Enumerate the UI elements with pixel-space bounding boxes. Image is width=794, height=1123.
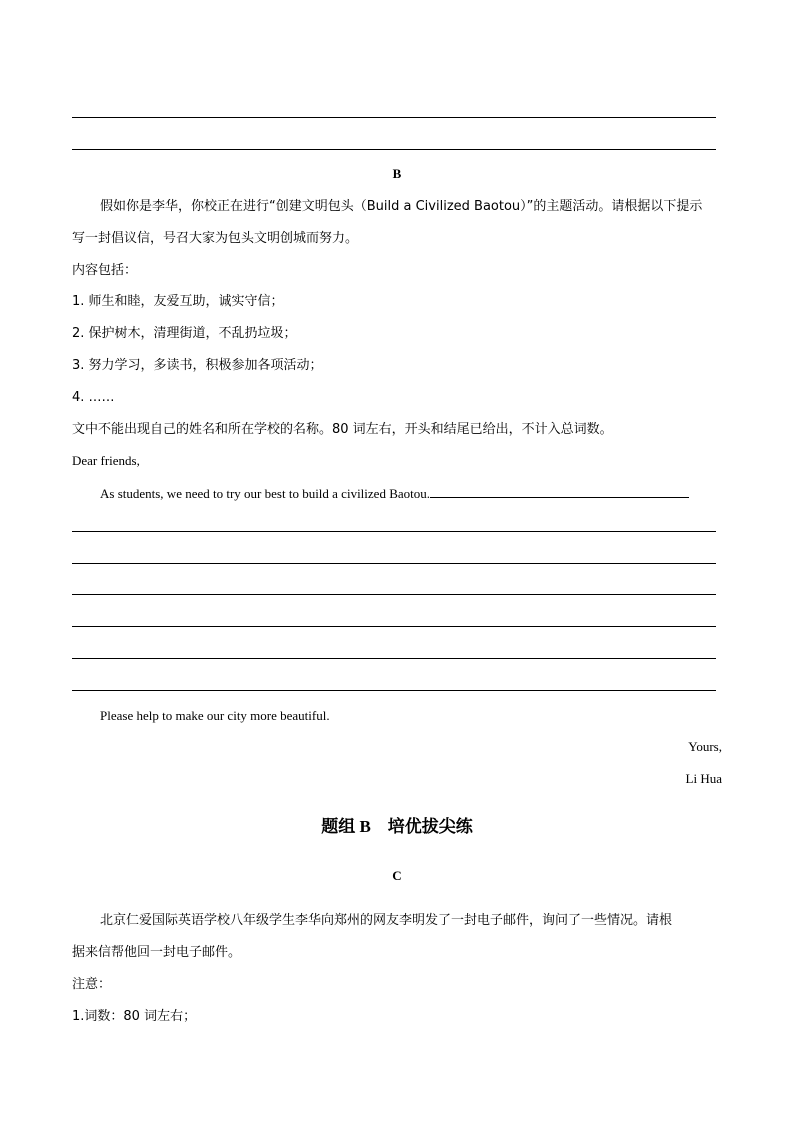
list-item: 2. 保护树木，清理街道，不乱扔垃圾； bbox=[72, 326, 297, 341]
answer-line bbox=[72, 117, 716, 118]
answer-line bbox=[72, 563, 716, 564]
answer-line bbox=[72, 690, 716, 691]
section-b-prompt-line1: 假如你是李华，你校正在进行“创建文明包头（Build a Civilized Baotou）”的主题活动。请根据以下提示 bbox=[100, 199, 703, 214]
notice-label: 注意： bbox=[72, 977, 112, 992]
list-item: 1. 师生和睦，友爱互助，诚实守信； bbox=[72, 294, 284, 309]
letter-signature: Li Hua bbox=[685, 771, 722, 786]
section-b-prompt-line2: 写一封倡议信，号召大家为包头文明创城而努力。 bbox=[72, 231, 359, 246]
answer-line bbox=[72, 626, 716, 627]
letter-opening-text: As students, we need to try our best to build a civilized Baotou. bbox=[100, 486, 430, 501]
letter-closing: Please help to make our city more beautiful. bbox=[100, 708, 330, 723]
section-c-letter: C bbox=[392, 868, 402, 883]
content-label: 内容包括： bbox=[72, 263, 138, 278]
section-c-prompt-line2: 据来信帮他回一封电子邮件。 bbox=[72, 945, 242, 960]
answer-line bbox=[72, 658, 716, 659]
writing-note: 文中不能出现自己的姓名和所在学校的名称。80 词左右，开头和结尾已给出，不计入总词数。 bbox=[72, 422, 613, 437]
answer-blank bbox=[430, 485, 689, 498]
letter-greeting: Dear friends, bbox=[72, 453, 140, 468]
answer-line bbox=[72, 531, 716, 532]
answer-line bbox=[72, 149, 716, 150]
letter-opening bbox=[100, 485, 689, 502]
letter-sign-off: Yours, bbox=[688, 739, 722, 754]
group-heading: 题组 B 培优拔尖练 bbox=[321, 817, 473, 836]
section-c-prompt-line1: 北京仁爱国际英语学校八年级学生李华向郑州的网友李明发了一封电子邮件，询问了一些情况。请根 bbox=[100, 913, 673, 928]
answer-line bbox=[72, 594, 716, 595]
list-item: 1.词数：80 词左右； bbox=[72, 1009, 197, 1024]
list-item: 4. …… bbox=[72, 390, 115, 405]
list-item: 3. 努力学习，多读书，积极参加各项活动； bbox=[72, 358, 323, 373]
section-b-letter: B bbox=[392, 166, 402, 181]
